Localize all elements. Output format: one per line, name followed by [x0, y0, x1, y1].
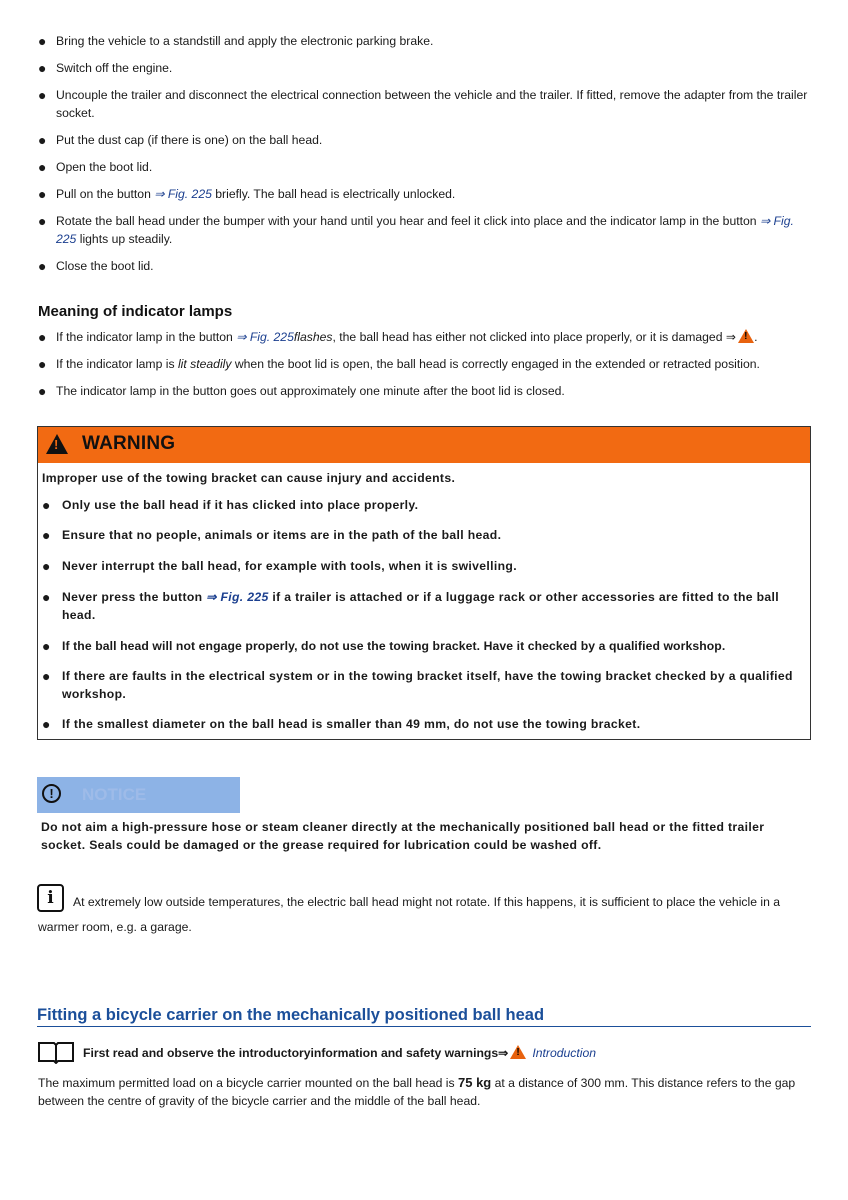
lamp-text-part: when the boot lid is open, the ball head is correctly engaged in the extended or retracted position.	[231, 357, 760, 371]
step-text-part: briefly. The ball head is electrically unlocked.	[211, 187, 456, 201]
bullet-icon: ●	[38, 213, 47, 229]
list-item	[38, 131, 808, 149]
bullet-icon: ●	[42, 716, 51, 732]
warning-item	[42, 715, 808, 733]
figure-link[interactable]: ⇒ Fig. 225	[154, 187, 212, 201]
bullet-icon: ●	[38, 186, 47, 202]
warning-item	[42, 557, 808, 575]
info-icon: i	[37, 884, 64, 912]
paragraph-bold: 75 kg	[458, 1075, 492, 1090]
step-text-part: Pull on the button	[56, 187, 155, 201]
list-item	[38, 185, 808, 203]
step-text	[56, 212, 808, 248]
step-text: Switch off the engine.	[56, 61, 173, 75]
warning-box	[37, 426, 811, 740]
figure-link[interactable]: ⇒ Fig. 225	[236, 330, 294, 344]
lamp-text-part: .	[754, 330, 758, 344]
intro-line	[83, 1044, 596, 1062]
lamp-emphasis: flashes	[293, 330, 333, 344]
list-item	[38, 257, 808, 275]
warning-text: If the ball head will not engage properly, do not use the towing bracket. Have it checked by a qualified workshop.	[62, 639, 726, 653]
list-item	[38, 212, 808, 248]
bullet-icon: ●	[42, 527, 51, 543]
lamp-emphasis: lit steadily	[177, 357, 232, 371]
warning-text: Only use the ball head if it has clicked into place properly.	[62, 498, 419, 512]
list-item	[38, 382, 808, 400]
lamp-text	[56, 328, 808, 346]
step-text: Uncouple the trailer and disconnect the electrical connection between the vehicle and the trailer. If fitted, remove the adapter from the trailer socket.	[56, 88, 808, 120]
bullet-icon: ●	[38, 33, 47, 49]
step-text-part: Rotate the ball head under the bumper with your hand until you hear and feel it click into place and the indicator lamp in the button	[56, 214, 760, 228]
warning-item	[42, 588, 808, 624]
step-text: Put the dust cap (if there is one) on the ball head.	[56, 133, 323, 147]
step-text: Bring the vehicle to a standstill and apply the electronic parking brake.	[56, 34, 434, 48]
book-icon	[37, 1040, 75, 1064]
warning-header	[38, 427, 810, 463]
step-text: Open the boot lid.	[56, 160, 153, 174]
warning-item	[42, 637, 808, 655]
section-heading: Meaning of indicator lamps	[38, 303, 233, 320]
paragraph-text: The maximum permitted load on a bicycle carrier mounted on the ball head is	[38, 1076, 458, 1090]
list-item	[38, 355, 808, 373]
bullet-icon: ●	[38, 356, 47, 372]
info-text: At extremely low outside temperatures, the electric ball head might not rotate. If this happens, it is sufficient to place the vehicle in a warmer room, e.g. a garage.	[38, 895, 781, 934]
bullet-icon: ●	[42, 589, 51, 605]
bullet-icon: ●	[42, 638, 51, 654]
section-heading: Fitting a bicycle carrier on the mechanically positioned ball head	[37, 1006, 811, 1027]
lamp-text-part: , the ball head has either not clicked into place properly, or it is damaged ⇒	[332, 330, 737, 344]
list-item	[38, 158, 808, 176]
warning-item	[42, 526, 808, 544]
intro-text: First read and observe the introductoryinformation and safety warnings⇒	[83, 1046, 509, 1060]
warning-item	[42, 667, 808, 703]
list-item	[38, 59, 808, 77]
bullet-icon: ●	[38, 60, 47, 76]
lamp-text: The indicator lamp in the button goes out approximately one minute after the boot lid is closed.	[56, 384, 565, 398]
warning-text: If the smallest diameter on the ball head is smaller than 49 mm, do not use the towing bracket.	[62, 717, 641, 731]
bullet-icon: ●	[38, 383, 47, 399]
warning-triangle-icon[interactable]	[510, 1045, 526, 1059]
exclamation-circle-icon: !	[42, 784, 61, 803]
warning-text	[62, 588, 808, 624]
warning-text: If there are faults in the electrical system or in the towing bracket itself, have the towing bracket checked by a qualified workshop.	[62, 669, 793, 701]
list-item	[38, 328, 808, 346]
warning-intro-text: Improper use of the towing bracket can cause injury and accidents.	[42, 471, 456, 485]
warning-text: Ensure that no people, animals or items are in the path of the ball head.	[62, 528, 502, 542]
lamp-text	[56, 355, 808, 373]
notice-text: Do not aim a high-pressure hose or steam cleaner directly at the mechanically positioned ball head or the fitted trailer socket. Seals could be damaged or the grease required for lubrication could be washed off.	[41, 820, 765, 852]
list-item	[38, 32, 808, 50]
paragraph-text: at a distance of 300 mm. This distance refers to the gap between the centre of gravity of the bicycle carrier and the middle of the ball head.	[38, 1076, 796, 1108]
warning-intro	[42, 469, 808, 487]
introduction-link[interactable]: Introduction	[532, 1046, 597, 1060]
warning-triangle-icon	[46, 434, 68, 454]
list-item	[38, 86, 808, 122]
lamp-text-part: If the indicator lamp in the button	[56, 330, 237, 344]
warning-text-part: if a trailer is attached or if a luggage rack or other accessories are fitted to the ball head.	[62, 590, 780, 622]
notice-header	[37, 777, 240, 813]
bullet-icon: ●	[42, 668, 51, 684]
step-text: Close the boot lid.	[56, 259, 154, 273]
warning-item	[42, 496, 808, 514]
notice-title: NOTICE	[82, 785, 147, 804]
bullet-icon: ●	[38, 159, 47, 175]
bullet-icon: ●	[38, 329, 47, 345]
bullet-icon: ●	[38, 258, 47, 274]
paragraph	[38, 1074, 813, 1110]
bullet-icon: ●	[38, 132, 47, 148]
step-text	[56, 185, 808, 203]
step-text-part: lights up steadily.	[76, 232, 173, 246]
bullet-icon: ●	[42, 497, 51, 513]
figure-link[interactable]: ⇒ Fig. 225	[56, 214, 794, 246]
figure-link[interactable]: ⇒ Fig. 225	[206, 590, 269, 604]
bullet-icon: ●	[42, 558, 51, 574]
warning-triangle-icon[interactable]	[738, 329, 754, 343]
warning-text-part: Never press the button	[62, 590, 207, 604]
bullet-icon: ●	[38, 87, 47, 103]
warning-text: Never interrupt the ball head, for example with tools, when it is swivelling.	[62, 559, 517, 573]
warning-title: WARNING	[82, 433, 176, 454]
lamp-text-part: If the indicator lamp is	[56, 357, 178, 371]
